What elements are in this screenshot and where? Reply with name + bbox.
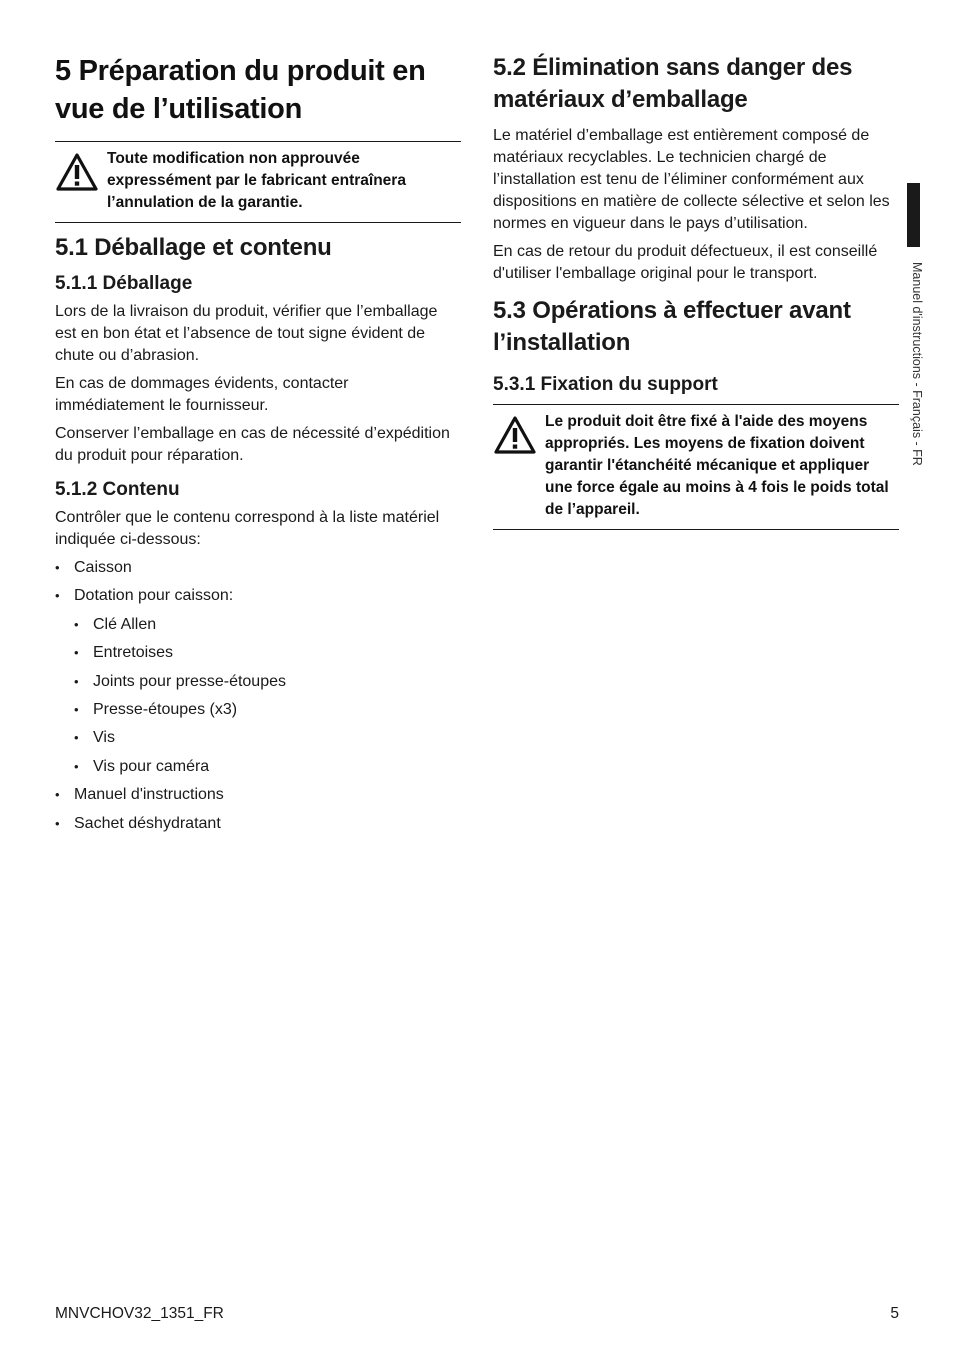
left-column: [55, 52, 461, 841]
list-item-nested: • Presse-étoupes (x3): [74, 699, 461, 721]
warning-text-warranty: Toute modification non approuvée expressément par le fabricant entraînera l’annulation de la garantie.: [107, 150, 406, 211]
warning-triangle-icon: [493, 415, 537, 455]
list-item-nested: • Entretoises: [74, 642, 461, 664]
chapter-title: 5 Préparation du produit en vue de l’utilisation: [55, 55, 426, 125]
warning-text-fixation: Le produit doit être fixé à l'aide des moyens appropriés. Les moyens de fixation doivent garantir l'étanchéité mécanique et appliquer une force égale au moins à 4 fois le poids total de l’appareil.: [545, 413, 889, 518]
list-item-nested: • Joints pour presse-étoupes: [74, 671, 461, 693]
deballage-paragraph-3: Conserver l’emballage en cas de nécessité d’expédition du produit pour réparation.: [55, 425, 450, 464]
section-5-2-title: 5.2 Élimination sans danger des matériaux d’emballage: [493, 54, 853, 113]
section-5-1-title: 5.1 Déballage et contenu: [55, 234, 332, 261]
list-item: • Sachet déshydratant: [55, 813, 461, 835]
deballage-paragraph-2: En cas de dommages évidents, contacter immédiatement le fournisseur.: [55, 375, 349, 414]
warning-triangle-icon: [55, 152, 99, 192]
footer-doc-code: MNVCHOV32_1351_FR: [55, 1305, 224, 1322]
list-item-nested: • Vis: [74, 727, 461, 749]
list-item-nested: • Vis pour caméra: [74, 756, 461, 778]
warning-box-fixation: [493, 404, 899, 530]
content-list: [55, 557, 461, 835]
warning-box-warranty: [55, 141, 461, 223]
contenu-paragraph: Contrôler que le contenu correspond à la liste matériel indiquée ci-dessous:: [55, 509, 440, 548]
section-5-3-1-title: 5.3.1 Fixation du support: [493, 374, 718, 395]
footer-page-number: 5: [890, 1305, 899, 1322]
side-language-label: Manuel d'instructions - Français - FR: [910, 262, 924, 466]
deballage-paragraph-1: Lors de la livraison du produit, vérifier que l’emballage est en bon état et l’absence de tout signe évident de chute ou d’abrasion.: [55, 303, 438, 364]
right-column: [493, 52, 899, 530]
section-5-1-2-title: 5.1.2 Contenu: [55, 479, 180, 500]
list-item-nested: • Clé Allen: [74, 614, 461, 636]
list-item: • Caisson: [55, 557, 461, 579]
section-5-3-title: 5.3 Opérations à effectuer avant l’installation: [493, 297, 851, 356]
chapter-side-tab: [907, 183, 920, 247]
section-5-1-1-title: 5.1.1 Déballage: [55, 273, 193, 294]
elimination-paragraph-2: En cas de retour du produit défectueux, il est conseillé d'utiliser l'emballage original pour le transport.: [493, 243, 878, 282]
list-item: • Dotation pour caisson:: [55, 585, 461, 607]
elimination-paragraph-1: Le matériel d’emballage est entièrement composé de matériaux recyclables. Le technicien chargé de l’installation est tenu de l’éliminer conformément aux dispositions en matière de collecte sélective et selon les normes en vigueur dans le pays d’utilisation.: [493, 127, 890, 232]
list-item: • Manuel d'instructions: [55, 784, 461, 806]
